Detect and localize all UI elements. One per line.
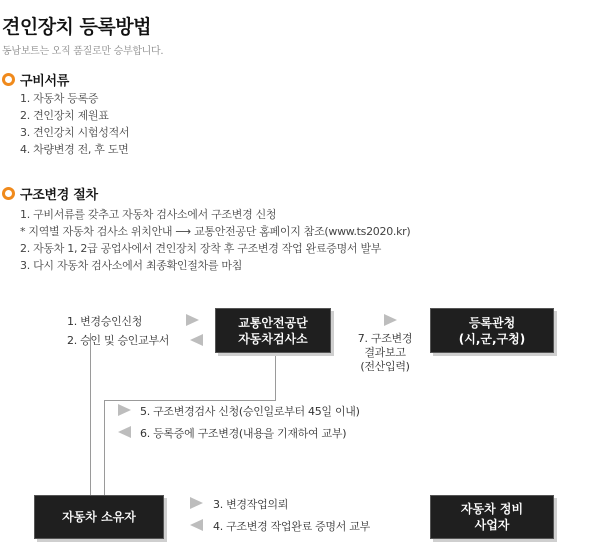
documents-list xyxy=(20,90,129,158)
arrow-left-icon xyxy=(190,519,203,531)
connector-line xyxy=(104,400,276,401)
list-item: 1. 구비서류를 갖추고 자동차 검사소에서 구조변경 신청 xyxy=(20,208,277,221)
box-label: 자동차 정비 xyxy=(460,502,524,516)
procedure-heading-label: 구조변경 절차 xyxy=(20,188,98,203)
box-label: (시,군,구청) xyxy=(458,331,526,346)
connector-line xyxy=(275,352,276,400)
box-label: 교통안전공단 xyxy=(238,315,308,330)
box-label: 사업자 xyxy=(474,518,510,532)
arrow-left-icon xyxy=(118,426,131,438)
step-2-text: 2. 승인 및 승인교부서 xyxy=(67,334,170,347)
step-7-line: 결과보고 xyxy=(364,346,406,359)
repair-shop-box xyxy=(430,495,554,539)
list-item: 1. 자동차 등록증 xyxy=(20,92,99,105)
orange-ring-icon xyxy=(2,73,15,86)
procedure-list xyxy=(20,206,410,274)
step-7-line: 7. 구조변경 xyxy=(357,332,413,345)
step-6-text: 6. 등록증에 구조변경(내용을 기재하여 교부) xyxy=(140,427,347,440)
arrow-right-icon xyxy=(190,497,203,509)
step-7-line: (전산입력) xyxy=(360,360,410,373)
list-item: 2. 견인장치 제원표 xyxy=(20,109,109,122)
step-4-text: 4. 구조변경 작업완료 증명서 교부 xyxy=(213,520,370,533)
list-item: 3. 다시 자동차 검사소에서 최종확인절차를 마침 xyxy=(20,259,243,272)
orange-ring-icon xyxy=(2,187,15,200)
arrow-left-icon xyxy=(190,334,203,346)
documents-heading-label: 구비서류 xyxy=(20,74,70,89)
list-item: 3. 견인강치 시험성적서 xyxy=(20,126,130,139)
connector-line xyxy=(104,400,105,495)
step-5-text: 5. 구조변경검사 신청(승인일로부터 45일 이내) xyxy=(140,405,360,418)
box-label: 자동차검사소 xyxy=(238,331,308,346)
list-item: 4. 차량변경 전, 후 도면 xyxy=(20,143,129,156)
inspection-office-box xyxy=(215,308,331,353)
procedure-heading xyxy=(2,184,98,203)
arrow-right-icon xyxy=(118,404,131,416)
owner-box xyxy=(34,495,164,539)
registry-office-box xyxy=(430,308,554,353)
page-subtitle: 동남보트는 오직 품질로만 승부합니다. xyxy=(2,46,164,57)
documents-heading xyxy=(2,70,69,89)
connector-line xyxy=(90,333,91,495)
arrow-right-icon xyxy=(186,314,199,326)
list-item: * 지역별 자동차 검사소 위치안내 ⟶ 교통안전공단 홈페이지 참조(www.ts2020.kr) xyxy=(20,225,411,238)
step-1-text: 1. 변경승인신청 xyxy=(67,315,143,328)
list-item: 2. 자동차 1, 2급 공업사에서 견인장치 장착 후 구조변경 작업 완료증명서 발부 xyxy=(20,242,382,255)
page-title: 견인장치 등록방법 xyxy=(2,16,151,38)
step-3-text: 3. 변경작업의뢰 xyxy=(213,498,289,511)
box-label: 등록관청 xyxy=(468,315,516,330)
step-7-text xyxy=(345,332,425,374)
box-label: 자동차 소유자 xyxy=(62,510,136,524)
arrow-right-icon xyxy=(384,314,397,326)
